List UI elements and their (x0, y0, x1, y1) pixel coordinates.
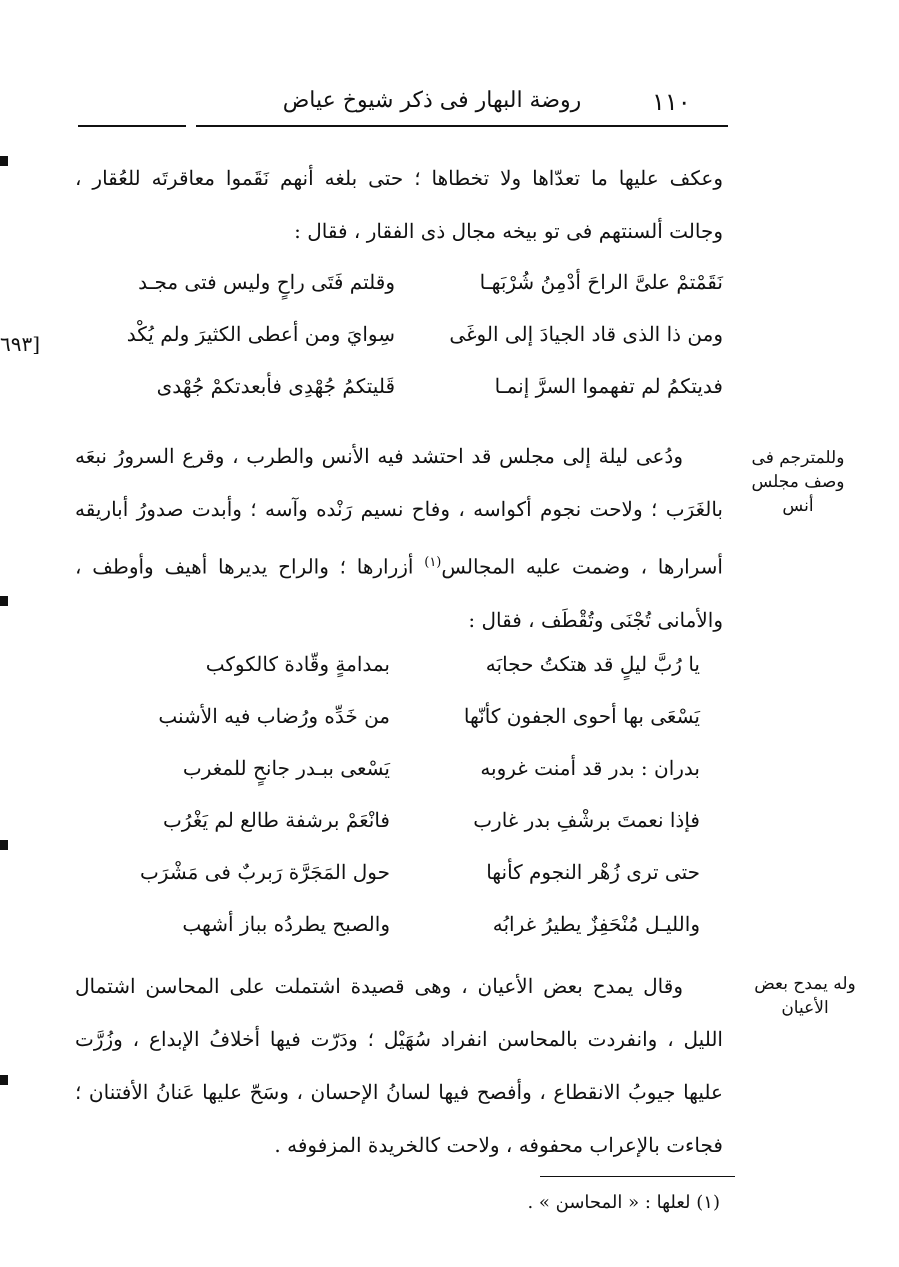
hemistich: فانْعَمْ برشفة طالع لم يَغْرُب (162, 808, 390, 832)
page-number: ١١٠ (652, 88, 691, 116)
paragraph-3: وقال يمدح بعض الأعيان ، وهى قصيدة اشتملت على المحاسن اشتمال الليل ، وانفردت بالمحاسن انفراد سُهَيْل ؛ ودَرّت فيها أخلافُ الإبداع ، وزُرَّت عليها جيوبُ الانقطاع ، وأفصح فيها لسانُ الإحسان ، وسَحّ عليها عَنانُ الأفتنان ؛ فجاءت بالإعراب محفوفه ، ولاحت كالخريدة المزفوفه . (75, 974, 723, 1157)
hemistich: حول المَجَرَّة رَبربٌ فى مَشْرَب (139, 860, 390, 884)
hemistich: فديتكمُ لم تفهموا السرَّ إنمـا (494, 374, 723, 398)
verse-line (100, 860, 700, 912)
verse-line (100, 704, 700, 756)
hemistich: وقلتم فَتَى راحٍ وليس فتى مجـد (138, 270, 395, 294)
margin-note-2: وله يمدح بعض الأعيان (754, 974, 856, 1018)
footnote-marker: (١) (424, 555, 442, 570)
footnote-rule (540, 1176, 735, 1177)
hemistich: والصبح يطردُه بباز أشهب (182, 912, 390, 936)
hemistich: قَليتكمُ جُهْدِى فأبعدتكمْ جُهْدى (156, 374, 395, 398)
hemistich: فإذا نعمتَ برشْفِ بدر غارب (473, 808, 700, 832)
hemistich: يَسْعى ببـدر جانحٍ للمغرب (182, 756, 390, 780)
header-rule-long (196, 125, 728, 127)
verse-line (100, 652, 700, 704)
hemistich: من خَدِّه ورُضاب فيه الأشنب (158, 704, 390, 728)
hemistich: حتى ترى زُهْر النجوم كأنها (486, 860, 700, 884)
hemistich: بمدامةٍ وقّادة كالكوكب (205, 652, 390, 676)
header-rule-short (78, 125, 186, 127)
footnote: (١) لعلها : « المحاسن » . (527, 1192, 720, 1213)
verse-line (100, 912, 700, 964)
hemistich: يا رُبَّ ليلٍ قد هتكتُ حجابَه (485, 652, 700, 676)
verse-line (75, 374, 723, 426)
hemistich: يَسْعَى بها أحوى الجفون كأنّها (463, 704, 700, 728)
edge-mark (0, 156, 8, 166)
edge-mark (0, 1075, 8, 1085)
hemistich: سِوايَ ومن أعطى الكثيرَ ولم يُكْد (126, 322, 395, 346)
paragraph-1: وعكف عليها ما تعدّاها ولا تخطاها ؛ حتى بلغه أنهم نَقَموا معاقرتَه للعُقار ، وجالت ألسنتهم فى تو بيخه مجال ذى الفقار ، فقال : (75, 166, 723, 243)
verse-line (75, 322, 723, 374)
edge-mark (0, 596, 8, 606)
margin-note-1: وللمترجم فى وصف مجلس أنس (751, 448, 845, 516)
paragraph-2: ودُعى ليلة إلى مجلس قد احتشد فيه الأنس والطرب ، وقرع السرورُ نبعَه بالغَرَب ؛ ولاحت نجوم أكواسه ، وفاح نسيم رَنْده وآسه ؛ وأبدت صدورُ أباريقه أسرارها ، وضمت عليه المجالس$^{(١)}$ أزرارها ؛ والراح يديرها أهيف وأوطف ، والأمانى تُجْنَى وتُقْطَف ، فقال : (75, 444, 723, 632)
verse-block-2 (100, 652, 700, 964)
running-title: روضة البهار فى ذكر شيوخ عياض (282, 88, 582, 113)
hemistich: والليـل مُنْحَفِزٌ يطيرُ غرابُه (492, 912, 700, 936)
edge-mark (0, 840, 8, 850)
verse-line (100, 808, 700, 860)
verse-line (75, 270, 723, 322)
hemistich: بدران : بدر قد أمنت غروبه (480, 756, 700, 780)
hemistich: ومن ذا الذى قاد الجيادَ إلى الوغَى (449, 322, 723, 346)
verse-line (100, 756, 700, 808)
margin-page-reference: [٦٩٣ (0, 332, 41, 356)
hemistich: نَقَمْتمْ علىَّ الراحَ أدْمِنُ شُرْبَهـا (479, 270, 723, 294)
verse-block-1 (75, 270, 723, 426)
